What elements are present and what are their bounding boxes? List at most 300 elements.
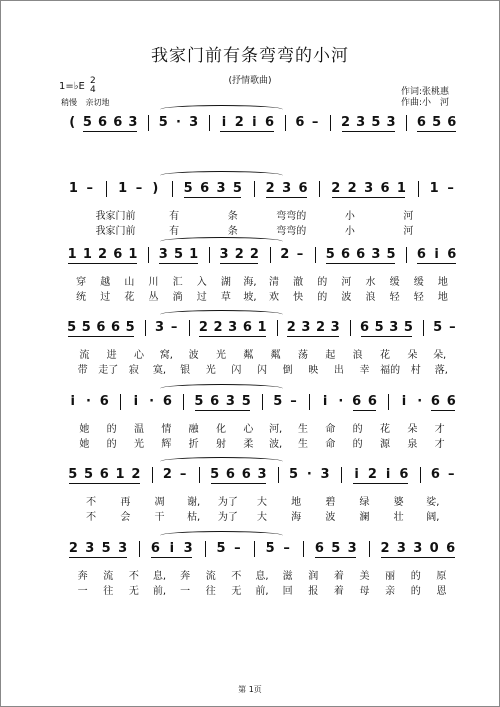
notation-row xyxy=(57,179,467,199)
lyric-syllable: 心 xyxy=(243,424,254,435)
note: 5 xyxy=(210,467,220,482)
note: 2 xyxy=(198,320,208,335)
lyric-syllable: 花 xyxy=(380,350,390,361)
lyrics-line xyxy=(57,361,467,375)
lyric-syllable: 光 xyxy=(205,365,216,376)
notation-row xyxy=(57,392,467,412)
lyric-syllable: 淌 xyxy=(172,292,183,303)
note: · xyxy=(417,394,423,409)
note: 1 xyxy=(67,247,77,262)
note: 5 xyxy=(125,320,135,335)
note: 1 xyxy=(68,181,78,196)
lyric-syllable: 光 xyxy=(134,439,144,450)
lyric-syllable: 泉 xyxy=(407,439,418,450)
note: 3 xyxy=(183,541,193,556)
notation-row xyxy=(57,113,467,133)
note: 5 xyxy=(84,467,94,482)
lyric-syllable: 统 xyxy=(76,292,87,303)
slur xyxy=(160,384,283,393)
note: 3 xyxy=(413,541,423,556)
bar-line xyxy=(315,247,316,263)
lyric-syllable: 花 xyxy=(380,424,390,435)
bar-line xyxy=(172,181,173,197)
lyric-syllable: 入 xyxy=(196,277,207,288)
underline-beam xyxy=(317,336,340,337)
lyric-syllable: 亲 xyxy=(385,586,396,597)
note: – xyxy=(296,247,304,262)
lyric-syllable: 往 xyxy=(205,586,216,597)
note: i xyxy=(70,394,75,409)
lyric-syllable: 穿 xyxy=(76,277,87,288)
lyric-syllable: 湖 xyxy=(220,277,231,288)
lyric-syllable: 闪 xyxy=(231,365,242,376)
tempo-word-1: 稍慢 xyxy=(61,98,77,107)
lyric-syllable: 不 xyxy=(231,571,242,582)
note: 6 xyxy=(225,467,235,482)
bar-line xyxy=(330,115,331,131)
notes-line xyxy=(57,245,467,265)
note: 6 xyxy=(162,394,172,409)
lyric-syllable: 滋 xyxy=(282,571,293,582)
lyric-syllable: 流 xyxy=(79,350,90,361)
lyric-syllable: 浪 xyxy=(352,350,363,361)
notes-line xyxy=(57,113,467,133)
underline-beam xyxy=(217,197,241,198)
underline-beam xyxy=(433,131,456,132)
lyric-syllable: 折 xyxy=(188,439,199,450)
note: 2 xyxy=(213,320,223,335)
lyric-syllable: 朵 xyxy=(407,424,418,435)
lyric-syllable: 澈 xyxy=(293,277,304,288)
note: · xyxy=(175,115,181,130)
note: – xyxy=(135,181,143,196)
bar-line xyxy=(309,394,310,410)
note: 5 xyxy=(265,541,275,556)
lyric-syllable: 丛 xyxy=(148,292,159,303)
time-bottom: 4 xyxy=(89,85,96,95)
note: 5 xyxy=(433,320,443,335)
lyric-syllable: 的 xyxy=(352,439,363,450)
lyric-syllable: 出 xyxy=(333,365,344,376)
note: 5 xyxy=(403,320,413,335)
song-subtitle: (抒情歌曲) xyxy=(228,76,272,86)
lyric-syllable: 海 xyxy=(291,512,302,523)
note: 6 xyxy=(380,181,390,196)
note: 6 xyxy=(430,467,440,482)
bar-line xyxy=(285,115,286,131)
lyric-syllable: 缓 xyxy=(413,277,424,288)
bar-line xyxy=(319,181,320,197)
composer: 作曲:小 河 xyxy=(401,98,450,108)
note: 6 xyxy=(99,394,109,409)
lyric-syllable: 的 xyxy=(106,424,117,435)
time-signature xyxy=(90,77,96,95)
lyric-syllable: 条 xyxy=(227,226,238,237)
bar-line xyxy=(120,394,121,410)
note: 1 xyxy=(115,467,125,482)
lyric-syllable: 无 xyxy=(231,586,242,597)
tempo-word-2: 亲切地 xyxy=(85,98,110,107)
note: 5 xyxy=(432,115,442,130)
note: 3 xyxy=(158,247,168,262)
note: 2 xyxy=(380,541,390,556)
underline-beam xyxy=(433,263,456,264)
lyric-syllable: 弯弯的 xyxy=(276,226,307,237)
lyric-syllable: 报 xyxy=(308,586,319,597)
lyric-syllable: 化 xyxy=(216,424,226,435)
lyric-syllable: 生 xyxy=(298,439,308,450)
note: 1 xyxy=(128,247,138,262)
note: 6 xyxy=(242,320,252,335)
lyric-syllable: 光 xyxy=(216,350,226,361)
note: i xyxy=(133,394,139,409)
note: 2 xyxy=(234,247,244,262)
note: 5 xyxy=(371,115,381,130)
note: – xyxy=(179,467,187,482)
underline-beam xyxy=(174,263,197,264)
note: i xyxy=(252,115,257,130)
bar-line xyxy=(423,320,424,336)
note: 3 xyxy=(118,541,128,556)
lyric-syllable: 奔 xyxy=(77,571,88,582)
lyric-syllable: 汇 xyxy=(172,277,183,288)
note: 6 xyxy=(265,115,275,130)
lyric-syllable: 山 xyxy=(124,277,135,288)
note: 6 xyxy=(96,320,106,335)
note: 6 xyxy=(430,394,440,409)
lyric-syllable: 着 xyxy=(333,586,344,597)
underline-beam xyxy=(384,483,408,484)
lyric-syllable: 前, xyxy=(152,586,167,597)
lyric-syllable: 壮 xyxy=(393,512,404,523)
note: – xyxy=(290,394,297,409)
lyrics-line xyxy=(57,435,467,449)
lyric-syllable: 母 xyxy=(359,586,370,597)
lyric-syllable: 越 xyxy=(100,277,111,288)
lyric-syllable: 绿 xyxy=(359,497,370,508)
lyric-syllable: 草 xyxy=(220,292,231,303)
lyric-syllable: 阔, xyxy=(426,512,440,523)
bar-line xyxy=(189,320,190,336)
note: – xyxy=(311,115,319,130)
note: 1 xyxy=(257,320,267,335)
note: 2 xyxy=(234,115,244,130)
lyric-syllable: 倒 xyxy=(282,365,293,376)
notes-line xyxy=(57,539,467,559)
note: 5 xyxy=(158,115,168,130)
lyric-syllable: 河, xyxy=(269,424,283,435)
note: 1 xyxy=(429,181,439,196)
underline-beam xyxy=(242,483,266,484)
bar-line xyxy=(254,181,255,197)
lyric-syllable: 快 xyxy=(293,292,304,303)
note: 6 xyxy=(298,181,308,196)
note: 5 xyxy=(325,247,335,262)
bar-line xyxy=(199,467,200,483)
note: 1 xyxy=(396,181,406,196)
lyric-syllable: 碧 xyxy=(325,497,336,508)
bar-line xyxy=(278,467,279,483)
note: 3 xyxy=(356,115,366,130)
underline-beam xyxy=(116,483,140,484)
note: 6 xyxy=(295,115,305,130)
bar-line xyxy=(152,467,153,483)
lyric-syllable: 地 xyxy=(437,277,448,288)
note: 6 xyxy=(447,247,457,262)
note: 6 xyxy=(356,247,366,262)
lyric-syllable: 澜 xyxy=(359,512,370,523)
lyric-syllable: 的 xyxy=(352,424,363,435)
lyric-syllable: 温 xyxy=(134,424,144,435)
lyric-syllable: 前, xyxy=(255,586,269,597)
lyric-syllable: 波, xyxy=(269,439,283,450)
lyric-syllable: 再 xyxy=(120,497,131,508)
note: 6 xyxy=(447,115,457,130)
underline-beam xyxy=(235,263,258,264)
note: 6 xyxy=(241,467,251,482)
note: · xyxy=(338,394,344,409)
lyric-syllable: 奔 xyxy=(180,571,191,582)
notes-line xyxy=(57,465,467,485)
lyric-syllable: 粼 xyxy=(270,350,281,361)
note: 5 xyxy=(68,467,78,482)
note: 2 xyxy=(98,247,108,262)
notation-row xyxy=(57,539,467,559)
note: 1 xyxy=(118,181,128,196)
bar-line xyxy=(139,541,140,557)
lyric-syllable: 有 xyxy=(169,226,180,237)
underline-beam xyxy=(381,197,405,198)
lyric-syllable: 寂 xyxy=(128,365,139,376)
lyric-syllable: 轻 xyxy=(389,292,400,303)
notation-row xyxy=(57,465,467,485)
bar-line xyxy=(254,541,255,557)
lyric-syllable: 回 xyxy=(282,586,293,597)
lyric-syllable: 原 xyxy=(436,571,447,582)
lyrics-line xyxy=(57,508,467,522)
underline-beam xyxy=(390,336,413,337)
bar-line xyxy=(270,247,271,263)
lyric-syllable: 不 xyxy=(128,571,139,582)
lyric-syllable: 才 xyxy=(434,439,445,450)
lyric-syllable: 窝, xyxy=(159,350,173,361)
lyric-syllable: 波 xyxy=(325,512,336,523)
lyric-syllable: 条 xyxy=(227,211,238,222)
note: 2 xyxy=(347,181,357,196)
lyric-syllable: 寞, xyxy=(152,365,167,376)
lyric-syllable: 我家门前 xyxy=(95,211,136,222)
underline-beam xyxy=(283,197,307,198)
note: 6 xyxy=(340,247,351,262)
bar-line xyxy=(277,320,278,336)
lyrics-line xyxy=(57,346,467,360)
note: 5 xyxy=(194,394,204,409)
note: 3 xyxy=(216,181,226,196)
note: 3 xyxy=(189,115,199,130)
note: 6 xyxy=(113,115,123,130)
note: i xyxy=(169,541,175,556)
lyric-syllable: 丽 xyxy=(385,571,396,582)
lyric-syllable: 粼 xyxy=(243,350,254,361)
lyric-syllable: 坡, xyxy=(243,292,257,303)
note: 6 xyxy=(416,115,426,130)
note: 5 xyxy=(81,320,91,335)
underline-beam xyxy=(112,336,135,337)
underline-beam xyxy=(430,557,454,558)
note: 5 xyxy=(82,115,92,130)
notation-row xyxy=(57,318,467,338)
note: 1 xyxy=(82,247,92,262)
lyric-syllable: 海, xyxy=(243,277,257,288)
underline-beam xyxy=(332,557,356,558)
lyric-syllable: 枯, xyxy=(187,512,201,523)
lyric-syllable: 恩 xyxy=(436,586,447,597)
bar-line xyxy=(388,394,389,410)
lyric-syllable: 为了 xyxy=(217,512,238,523)
lyric-syllable: 融 xyxy=(188,424,199,435)
lyric-syllable: 起 xyxy=(325,350,336,361)
note: 1 xyxy=(189,247,199,262)
lyrics-line xyxy=(57,273,467,287)
note: 3 xyxy=(282,181,292,196)
note: 3 xyxy=(225,394,235,409)
slur xyxy=(160,457,283,466)
bar-line xyxy=(209,115,210,131)
lyric-syllable: 源 xyxy=(380,439,390,450)
note: 5 xyxy=(232,181,242,196)
tempo-marking xyxy=(61,97,116,108)
slur xyxy=(160,237,283,246)
lyric-syllable: 息, xyxy=(152,571,167,582)
lyric-syllable: 河 xyxy=(341,277,352,288)
underline-beam xyxy=(250,131,273,132)
note: 3 xyxy=(85,541,95,556)
lyric-syllable: 生 xyxy=(298,424,308,435)
lyrics-line xyxy=(57,567,467,581)
bar-line xyxy=(145,320,146,336)
note: – xyxy=(86,181,94,196)
underline-beam xyxy=(353,410,377,411)
lyrics-line xyxy=(57,207,467,221)
note: 2 xyxy=(331,181,341,196)
lyric-syllable: 凋 xyxy=(154,497,165,508)
note: i xyxy=(354,467,359,482)
note: 3 xyxy=(128,115,138,130)
note: 2 xyxy=(286,320,296,335)
note: 6 xyxy=(359,320,370,335)
lyric-syllable: 辉 xyxy=(161,439,172,450)
note: 5 xyxy=(101,541,111,556)
bar-line xyxy=(262,394,263,410)
note: 6 xyxy=(446,541,456,556)
note: 0 xyxy=(429,541,439,556)
notes-line xyxy=(57,392,467,412)
lyricist: 作词:张桃惠 xyxy=(401,87,450,97)
note: 5 xyxy=(289,467,299,482)
note: 6 xyxy=(210,394,220,409)
lyric-syllable: 朵 xyxy=(407,350,418,361)
note: 5 xyxy=(331,541,341,556)
bar-line xyxy=(205,541,206,557)
bar-line xyxy=(106,181,107,197)
lyric-syllable: 为了 xyxy=(217,497,238,508)
lyric-syllable: 水 xyxy=(365,277,376,288)
note: i xyxy=(385,467,391,482)
lyric-syllable: 带 xyxy=(77,365,88,376)
note: 2 xyxy=(367,467,377,482)
note: i xyxy=(434,247,439,262)
lyric-syllable: 大 xyxy=(257,512,267,523)
note: 3 xyxy=(396,541,406,556)
note: 2 xyxy=(249,247,259,262)
lyric-syllable: 大 xyxy=(257,497,267,508)
lyric-syllable: 不 xyxy=(86,512,97,523)
lyric-syllable: 我家门前 xyxy=(95,226,136,237)
lyric-syllable: 轻 xyxy=(413,292,424,303)
lyric-syllable: 缓 xyxy=(389,277,400,288)
lyric-syllable: 一 xyxy=(77,586,88,597)
note: 6 xyxy=(99,467,109,482)
note: – xyxy=(283,541,290,556)
lyric-syllable: 清 xyxy=(269,277,280,288)
page-number: 第 1页 xyxy=(238,685,262,694)
note: – xyxy=(447,467,455,482)
note: 3 xyxy=(371,247,381,262)
underline-beam xyxy=(102,557,126,558)
bar-line xyxy=(406,247,407,263)
bar-line xyxy=(148,247,149,263)
note: 5 xyxy=(386,247,396,262)
notation-row xyxy=(57,245,467,265)
lyric-syllable: 往 xyxy=(103,586,114,597)
note: i xyxy=(401,394,407,409)
note: 3 xyxy=(257,467,267,482)
bar-line xyxy=(420,467,421,483)
lyric-syllable: 流 xyxy=(205,571,216,582)
note: 2 xyxy=(162,467,172,482)
note: 5 xyxy=(173,247,183,262)
lyric-syllable: 有 xyxy=(169,211,180,222)
underline-beam xyxy=(372,263,395,264)
underline-beam xyxy=(431,410,455,411)
note: 6 xyxy=(314,541,324,556)
note: i xyxy=(221,115,227,130)
note: – xyxy=(170,320,178,335)
lyric-syllable: 会 xyxy=(120,512,131,523)
bar-line xyxy=(406,115,407,131)
lyric-syllable: 过 xyxy=(100,292,111,303)
note: – xyxy=(447,181,454,196)
note: 2 xyxy=(316,320,326,335)
note: 3 xyxy=(389,320,399,335)
lyric-syllable: 命 xyxy=(325,424,336,435)
lyric-syllable: 美 xyxy=(359,571,370,582)
bar-line xyxy=(183,394,184,410)
lyric-syllable: 射 xyxy=(216,439,226,450)
lyric-syllable: 浪 xyxy=(365,292,376,303)
lyric-syllable: 走了 xyxy=(98,365,119,376)
note: 5 xyxy=(216,541,226,556)
lyric-syllable: 河 xyxy=(403,211,414,222)
note: 3 xyxy=(301,320,311,335)
note: 2 xyxy=(265,181,275,196)
lyric-syllable: 福的 xyxy=(380,365,401,376)
note: 2 xyxy=(340,115,351,130)
underline-beam xyxy=(114,263,137,264)
slur xyxy=(160,310,283,319)
lyric-syllable: 的 xyxy=(410,586,421,597)
lyric-syllable: 映 xyxy=(308,365,319,376)
